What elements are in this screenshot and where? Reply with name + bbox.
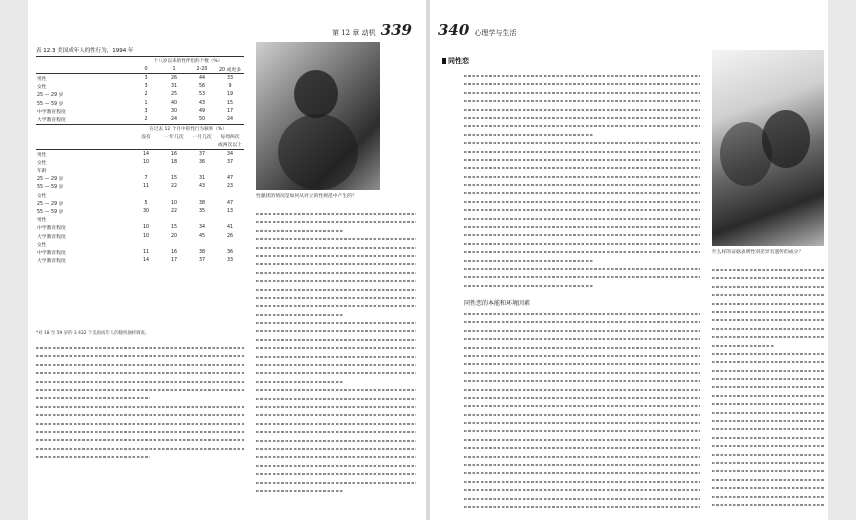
table-cell [160, 191, 188, 199]
right-page [430, 0, 828, 520]
left-running-head [332, 20, 412, 39]
section-title [442, 56, 469, 66]
table-row [36, 115, 244, 124]
left-page-number: 339 [380, 21, 412, 39]
table-cell [188, 166, 216, 174]
table-cell: 1 [144, 100, 148, 106]
table-cell: 33 [226, 75, 234, 81]
table-row-label: 男性 [37, 218, 47, 224]
table-row-label: 中学教育程度 [37, 226, 66, 232]
table-cell [216, 166, 244, 174]
table-cell [216, 216, 244, 224]
left-body-text-column-1 [36, 344, 244, 461]
table-cell [160, 216, 188, 224]
table-cell: 22 [170, 184, 178, 190]
table-cell: 41 [226, 225, 234, 231]
photo-figure [294, 70, 338, 118]
table-col-header: 1 [160, 65, 188, 74]
table-footnote: *对 18 至 59 岁的 3 432 个美国成年人的随机抽样调查。 [36, 331, 150, 336]
table-row [36, 166, 244, 174]
table-cell: 9 [228, 84, 232, 90]
sex-behavior-table [36, 56, 244, 265]
table-row [36, 107, 244, 115]
table-cell: 24 [226, 116, 234, 122]
table-cell [216, 240, 244, 248]
table-cell: 2 [144, 116, 148, 122]
table-cell [160, 240, 188, 248]
table-cell [216, 191, 244, 199]
table-row-label: 中学教育程度 [37, 109, 66, 115]
right-page-number: 340 [438, 21, 470, 39]
table-cell: 38 [198, 249, 206, 255]
table-col-header: 没有 [141, 135, 151, 141]
table-col-header: 每周两次 [220, 135, 240, 141]
table-row-label: 55 — 59 岁 [37, 101, 64, 107]
right-body-text-column-1 [464, 72, 700, 290]
table-cell: 26 [170, 75, 178, 81]
table-row [36, 183, 244, 191]
table-row-label: 25 — 29 岁 [37, 177, 64, 183]
table-cell: 2 [144, 92, 148, 98]
table-cell: 14 [142, 151, 150, 157]
table-col-header: 20 或更多 [216, 65, 244, 74]
table-row [36, 248, 244, 256]
photo-figure [762, 110, 810, 168]
table-caption: 表 12.3 美国成年人的性行为，1994 年 [36, 48, 134, 54]
table-cell: 20 [170, 233, 178, 239]
table-row-label: 55 — 59 岁 [37, 209, 64, 215]
table-row-label: 女性 [37, 85, 47, 91]
left-chapter-title: 第 12 章 动机 [332, 29, 376, 37]
table-cell: 50 [198, 116, 206, 122]
table-cell: 47 [226, 200, 234, 206]
table-cell: 53 [198, 92, 206, 98]
table-row [36, 232, 244, 240]
table-cell: 3 [144, 75, 148, 81]
table-cell: 34 [198, 225, 206, 231]
table-cell: 16 [170, 249, 178, 255]
table-row-label: 大学教育程度 [37, 234, 66, 240]
section-marker-icon [442, 58, 446, 64]
table-cell: 25 [170, 92, 178, 98]
table-col-header: 或两次以上 [216, 141, 244, 150]
left-page [28, 0, 426, 520]
table-cell: 36 [198, 159, 206, 165]
table-cell: 19 [226, 92, 234, 98]
left-body-text-column-2 [256, 210, 416, 495]
table-row [36, 91, 244, 99]
harassment-photo [256, 42, 380, 190]
table-cell: 23 [226, 184, 234, 190]
table-col-header: 一年几次 [164, 135, 184, 141]
table-cell: 30 [142, 208, 150, 214]
table-cell: 11 [142, 184, 150, 190]
table-cell [188, 191, 216, 199]
table-cell: 15 [226, 100, 234, 106]
table-row-label: 男性 [37, 152, 47, 158]
table-row [36, 224, 244, 232]
table-row [36, 83, 244, 91]
table-cell [132, 216, 160, 224]
table-cell: 37 [198, 151, 206, 157]
right-body-text-column-2 [712, 266, 824, 509]
table-row-label: 55 — 59 岁 [37, 185, 64, 191]
table-cell: 14 [142, 258, 150, 264]
table-cell: 16 [170, 151, 178, 157]
table-row-label: 女性 [37, 193, 47, 199]
right-photo-caption: 什么样的证据表明性别差异有遗传的成分？ [712, 250, 804, 255]
table-row-label: 中学教育程度 [37, 250, 66, 256]
table-cell: 34 [226, 151, 234, 157]
table-cell: 38 [198, 200, 206, 206]
table-cell [132, 191, 160, 199]
table-cell: 24 [170, 116, 178, 122]
table-cell: 15 [170, 176, 178, 182]
table-cell [132, 166, 160, 174]
table-cell: 43 [198, 100, 206, 106]
table-cell: 45 [198, 233, 206, 239]
table-row [36, 175, 244, 183]
table-row-label: 大学教育程度 [37, 259, 66, 265]
table-row-label: 女性 [37, 242, 47, 248]
table-cell: 22 [170, 208, 178, 214]
table-cell: 13 [226, 208, 234, 214]
table-col-header: 2-20 [188, 65, 216, 74]
table-cell [188, 216, 216, 224]
table-cell: 44 [198, 75, 206, 81]
table-group2-header: 在过去 12 个月中的性行为频率（%） [132, 124, 244, 133]
table-cell: 30 [170, 108, 178, 114]
table-cell: 31 [170, 84, 178, 90]
right-book-title: 心理学与生活 [474, 29, 517, 37]
table-row [36, 240, 244, 248]
table-cell: 33 [226, 258, 234, 264]
table-cell: 18 [170, 159, 178, 165]
table-cell: 26 [226, 233, 234, 239]
couple-photo [712, 50, 824, 246]
table-cell [132, 240, 160, 248]
table-cell [160, 166, 188, 174]
table-cell: 37 [198, 258, 206, 264]
photo-figure [278, 114, 358, 190]
table-cell: 47 [226, 176, 234, 182]
table-cell: 43 [198, 184, 206, 190]
section-title-text: 同性恋 [448, 57, 469, 65]
table-row-label: 25 — 29 岁 [37, 93, 64, 99]
table-group1-header: 十八岁以来的性伴侣的个数（%） [132, 57, 244, 66]
table-cell: 10 [142, 233, 150, 239]
table-cell: 11 [142, 249, 150, 255]
table-cell: 40 [170, 100, 178, 106]
table-cell: 10 [142, 225, 150, 231]
table-row [36, 199, 244, 207]
table-col-header: 0 [132, 65, 160, 74]
table-row [36, 99, 244, 107]
table-row [36, 150, 244, 159]
table-row [36, 191, 244, 199]
table-cell: 17 [226, 108, 234, 114]
table-col-header: 一月几次 [192, 135, 212, 141]
table-row-label: 女性 [37, 160, 47, 166]
right-running-head [438, 20, 516, 39]
subsection-title: 同性恋的本能和环境因素 [464, 300, 531, 307]
table-row [36, 74, 244, 83]
table-cell: 15 [170, 225, 178, 231]
left-photo-caption: 性骚扰的情况是如何从对立的性规范中产生的？ [256, 194, 357, 199]
table-cell: 17 [170, 258, 178, 264]
table-cell: 5 [144, 200, 148, 206]
table-row [36, 257, 244, 265]
table-cell: 7 [144, 176, 148, 182]
table-row-label: 男性 [37, 76, 47, 82]
table-row-label: 25 — 29 岁 [37, 201, 64, 207]
table-cell [188, 240, 216, 248]
table-row [36, 207, 244, 215]
table-cell: 10 [142, 159, 150, 165]
table-cell: 3 [144, 84, 148, 90]
table-cell: 36 [226, 249, 234, 255]
table-cell: 37 [226, 159, 234, 165]
table-cell: 3 [144, 108, 148, 114]
table-row-label: 大学教育程度 [37, 117, 66, 123]
table-row [36, 216, 244, 224]
right-body-text-column-1b [464, 310, 700, 511]
table-cell: 10 [170, 200, 178, 206]
table-cell: 49 [198, 108, 206, 114]
table-row-label: 年龄 [37, 169, 47, 175]
table-cell: 35 [198, 208, 206, 214]
table-row [36, 158, 244, 166]
table-cell: 31 [198, 176, 206, 182]
table-cell: 56 [198, 84, 206, 90]
